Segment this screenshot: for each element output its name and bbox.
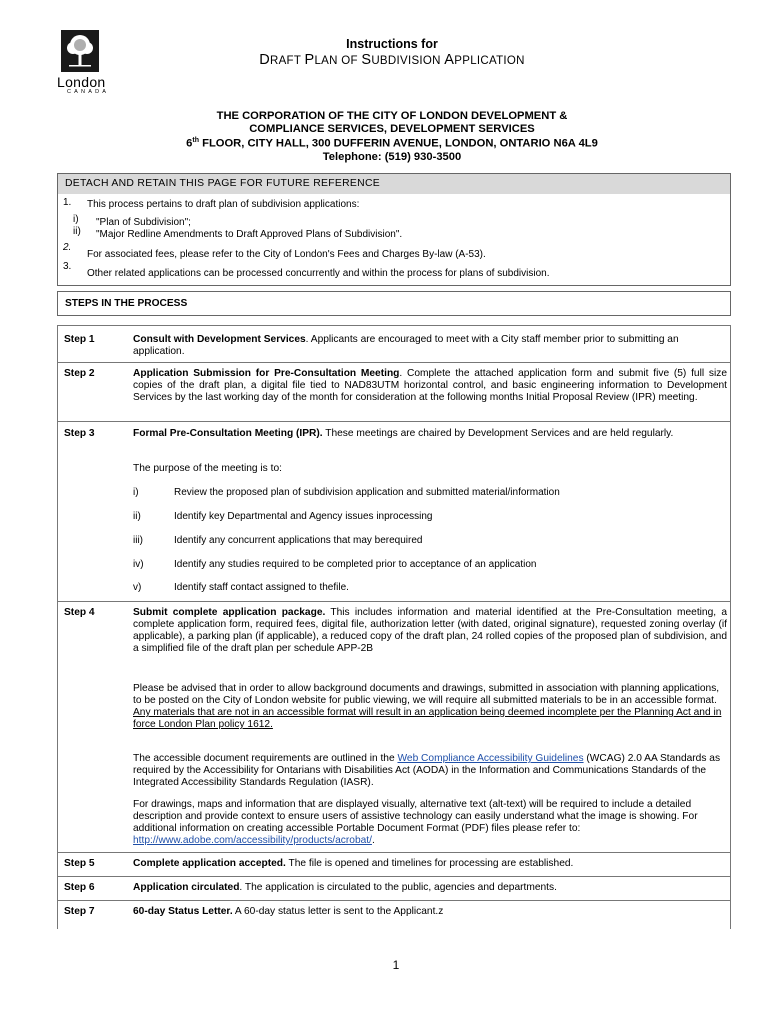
page-number: 1 — [392, 958, 400, 972]
step-3-purpose: The purpose of the meeting is to: — [133, 463, 282, 474]
list-item: Identify any studies required to be completed prior to acceptance of an application — [174, 559, 537, 570]
detach-item-2: For associated fees, please refer to the City of London's Fees and Charges By-law (A-53). — [87, 249, 486, 260]
wcag-link[interactable]: Web Compliance Accessibility Guidelines — [397, 753, 584, 764]
table-rule — [57, 876, 731, 877]
steps-heading: STEPS IN THE PROCESS — [57, 291, 731, 316]
step-2-text: Application Submission for Pre-Consultation Meeting. Complete the attached application form and submit five (5) full size copies of the draft plan, a digital file tied to NAD83UTM horizontal control, and basic engineering information to Development Services by the last working day of the month for consideration at the following months Initial Proposal Review (IPR) meeting. — [133, 368, 727, 403]
telephone: Telephone: (519) 930-3500 — [322, 150, 462, 163]
step-4-wcag-paragraph: The accessible document requirements are outlined in the Web Compliance Accessibility Guidelines (WCAG) 2.0 AA Standards as required by the Accessibility for Ontarians with Disabilities Act (AODA) in the Information and Communications Standards of the Integrated Accessibility Standards Regulation (IASR). — [133, 753, 721, 788]
corporation-address: THE CORPORATION OF THE CITY OF LONDON DEVELOPMENT & COMPLIANCE SERVICES, DEVELOPMENT SERVICES 6th FLOOR, CITY HALL, 300 DUFFERIN AVENUE, LONDON, ONTARIO N6A 4L9 Telephone: (519) 930-3500 — [0, 110, 770, 163]
instructions-for: Instructions for — [346, 37, 438, 51]
step-1-text: Consult with Development Services. Applicants are encouraged to meet with a City staff member prior to submitting an application. — [133, 334, 679, 357]
detach-section: DETACH AND RETAIN THIS PAGE FOR FUTURE REFERENCE 1. This process pertains to draft plan of subdivision applications: i) ii) "Plan of Subdivision"; "Major Redline Amendments to Draft Approved Plans of Subdivision". 2. For associated fees, please refer to the City of London's Fees and Charges By-law (A-53). 3. Other related applications can be processed concurrently and within the process for plans of subdivision. — [57, 173, 731, 286]
step-5-text: Complete application accepted. The file is opened and timelines for processing are established. — [133, 858, 574, 869]
adobe-acrobat-link[interactable]: http://www.adobe.com/accessibility/products/acrobat/ — [133, 835, 372, 846]
detach-heading: DETACH AND RETAIN THIS PAGE FOR FUTURE REFERENCE — [58, 174, 730, 194]
table-rule — [57, 362, 731, 363]
list-item: Review the proposed plan of subdivision application and submitted material/information — [174, 487, 560, 498]
step-4-label: Step 4 — [64, 607, 95, 618]
step-3-label: Step 3 — [64, 428, 95, 439]
step-2-label: Step 2 — [64, 368, 95, 379]
step-6-label: Step 6 — [64, 882, 95, 893]
logo-name: London — [57, 74, 106, 90]
step-1-label: Step 1 — [64, 334, 95, 345]
step-4-alt-text-paragraph: For drawings, maps and information that are displayed visually, alternative text (alt-text) will be required to include a detailed description and provide context to ensure users of assistive technology can easily understand what the image is showing. For additional information on creating accessible Portable Document Format (PDF) files please refer to: http://www.adobe.com/accessibility/products/acrobat/. — [133, 799, 698, 846]
table-rule — [57, 601, 731, 602]
list-item: Identify key Departmental and Agency issues inprocessing — [174, 511, 433, 522]
table-rule — [57, 421, 731, 422]
table-rule — [57, 852, 731, 853]
step-4-accessibility-notice: Please be advised that in order to allow background documents and drawings, submitted in association with planning applications, to be posted on the City of London website for public viewing, we will require all submitted materials to be in an accessible format. Any materials that are not in an accessible format will result in an application being deemed incomplete per the Planning Act and in force London Plan policy 1612. — [133, 683, 722, 730]
step-3-text: Formal Pre-Consultation Meeting (IPR). These meetings are chaired by Development Services and are held regularly. — [133, 428, 674, 439]
step-4-text: Submit complete application package. This includes information and material identified at the Pre-Consultation meeting, a complete application form, required fees, digital file, authorization letter (with dated, original signature), requested zoning overlay (if applicable), a parking plan (if applicable), a reduced copy of the draft plan, 24 rolled copies of the proposed plan of subdivision, and a simplified file of the draft plan per schedule APP-2B — [133, 607, 727, 654]
table-border — [730, 325, 731, 929]
step-6-text: Application circulated. The application is circulated to the public, agencies and departments. — [133, 882, 557, 893]
step-5-label: Step 5 — [64, 858, 95, 869]
step-7-label: Step 7 — [64, 906, 95, 917]
list-item: Identify any concurrent applications that may berequired — [174, 535, 423, 546]
step-7-text: 60-day Status Letter. A 60-day status letter is sent to the Applicant.z — [133, 906, 444, 917]
table-border — [57, 325, 58, 929]
detach-item-3: Other related applications can be processed concurrently and within the process for plans of subdivision. — [87, 268, 550, 279]
document-title: DRAFT PLAN OF SUBDIVISION APPLICATION — [259, 52, 525, 68]
detach-subitem-1: "Plan of Subdivision"; — [96, 217, 191, 228]
table-rule — [57, 325, 731, 326]
detach-item-1: This process pertains to draft plan of subdivision applications: — [87, 199, 360, 210]
logo-country: CANADA — [67, 89, 110, 95]
list-item: Identify staff contact assigned to thefile. — [174, 582, 349, 593]
table-rule — [57, 900, 731, 901]
detach-subitem-2: "Major Redline Amendments to Draft Approved Plans of Subdivision". — [96, 229, 403, 240]
